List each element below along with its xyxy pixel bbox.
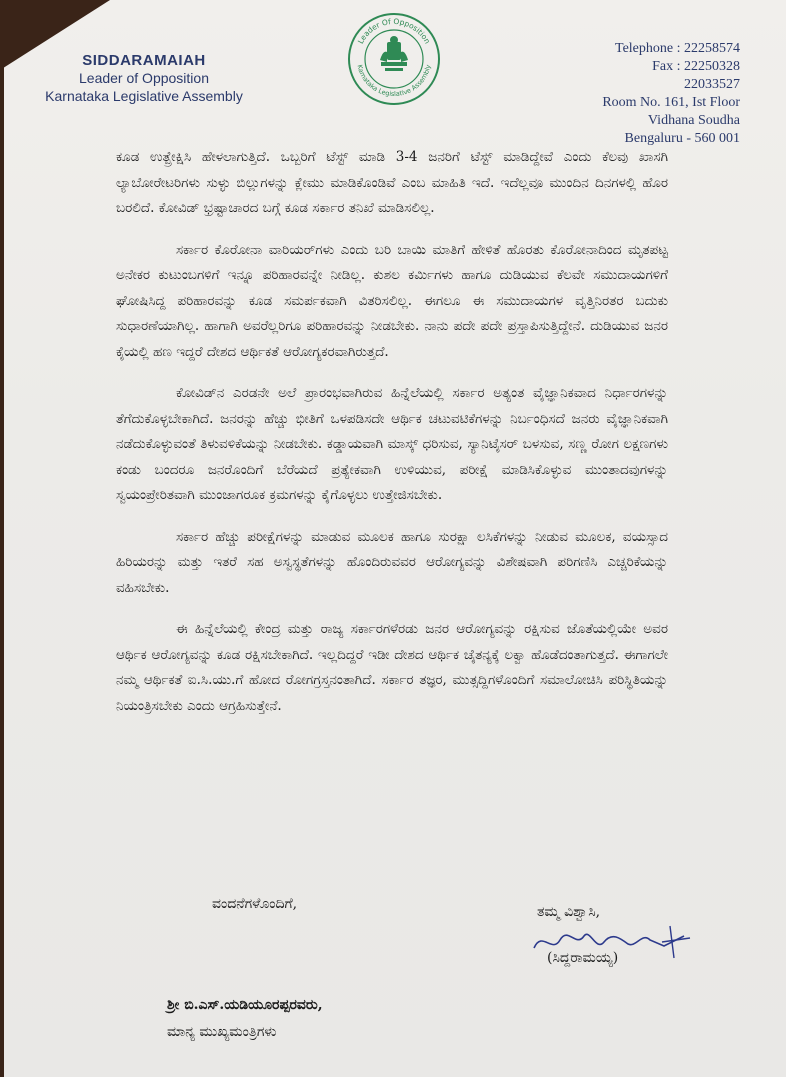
closing-regards: ವಂದನೆಗಳೊಂದಿಗೆ, (212, 896, 298, 912)
letterhead-sender (24, 52, 264, 105)
letterhead-contact (490, 40, 740, 148)
seal-text-bottom: Karnataka Legislative Assembly (355, 63, 433, 99)
seal-text-top: Leader Of Opposition (355, 16, 433, 46)
body-paragraph-1: ಕೂಡ ಉತ್ಪ್ರೇಕ್ಷಿಸಿ ಹೇಳಲಾಗುತ್ತಿದೆ. ಒಬ್ಬರಿಗೆ ಟೆಸ್ಟ್ ಮಾಡಿ 3-4 ಜನರಿಗೆ ಟೆಸ್ಟ್ ಮಾಡಿದ್ದೇವೆ ಎಂದು ಕೆಲವು ಖಾಸಗಿ ಲ್ಯಾಬೋರೇಟರಿಗಳು ಸುಳ್ಳು ಬಿಲ್ಲುಗಳನ್ನು ಕ್ಲೇಮು ಮಾಡಿಕೊಂಡಿವೆ ಎಂಬ ಮಾಹಿತಿ ಇದೆ. ಇದೆಲ್ಲವೂ ಮುಂದಿನ ದಿನಗಳಲ್ಲಿ ಹೊರ ಬರಲಿದೆ. ಕೋವಿಡ್ ಭ್ರಷ್ಟಾಚಾರದ ಬಗ್ಗೆ ಕೂಡ ಸರ್ಕಾರ ತನಿಖೆ ಮಾಡಿಸಲಿಲ್ಲ. (116, 149, 668, 216)
closing-yours: ತಮ್ಮ ವಿಶ್ವಾಸಿ, (537, 904, 601, 920)
addressee-block (167, 992, 323, 1046)
fax: Fax : 22250328 (652, 59, 740, 74)
building-address: Vidhana Soudha (647, 113, 740, 128)
telephone: Telephone : 22258574 (615, 41, 740, 56)
fax-secondary: 22033527 (684, 77, 740, 92)
letter-body (116, 145, 668, 735)
body-paragraph-2: ಸರ್ಕಾರ ಕೊರೋನಾ ವಾರಿಯರ್‌ಗಳು ಎಂದು ಬರಿ ಬಾಯಿ ಮಾತಿಗೆ ಹೇಳಿತೆ ಹೊರತು ಕೊರೋನಾದಿಂದ ಮೃತಪಟ್ಟ ಅನೇಕರ ಕುಟುಂಬಗಳಿಗೆ ಇನ್ನೂ ಪರಿಹಾರವನ್ನೇ ನೀಡಿಲ್ಲ. ಕುಶಲ ಕರ್ಮಿಗಳು ಹಾಗೂ ದುಡಿಯುವ ಕೆಲವೇ ಸಮುದಾಯಗಳಿಗೆ ಘೋಷಿಸಿದ್ದ ಪರಿಹಾರವನ್ನು ಕೂಡ ಸಮರ್ಪಕವಾಗಿ ವಿತರಿಸಲಿಲ್ಲ. ಈಗಲೂ ಈ ಸಮುದಾಯಗಳ ವೃತ್ತಿನಿರತರ ಬದುಕು ಸುಧಾರಣೆಯಾಗಿಲ್ಲ. ಹಾಗಾಗಿ ಅವರೆಲ್ಲರಿಗೂ ಪರಿಹಾರವನ್ನು ನೀಡಬೇಕು. ನಾನು ಪದೇ ಪದೇ ಪ್ರಸ್ತಾಪಿಸುತ್ತಿದ್ದೇನೆ. ದುಡಿಯುವ ಜನರ ಕೈಯಲ್ಲಿ ಹಣ ಇದ್ದರೆ ದೇಶದ ಆರ್ಥಿಕತೆ ಆರೋಗ್ಯಕರವಾಗಿರುತ್ತದೆ. (116, 241, 668, 360)
city-address: Bengaluru - 560 001 (624, 131, 740, 146)
body-paragraph-4: ಸರ್ಕಾರ ಹೆಚ್ಚು ಪರೀಕ್ಷೆಗಳನ್ನು ಮಾಡುವ ಮೂಲಕ ಹಾಗೂ ಸುರಕ್ಷಾ ಲಸಿಕೆಗಳನ್ನು ನೀಡುವ ಮೂಲಕ, ವಯಸ್ಸಾದ ಹಿರಿಯರನ್ನು ಮತ್ತು ಇತರೆ ಸಹ ಅಸ್ವಸ್ಥತೆಗಳನ್ನು ಹೊಂದಿರುವವರ ಆರೋಗ್ಯವನ್ನು ವಿಶೇಷವಾಗಿ ಪರಿಗಣಿಸಿ ಎಚ್ಚರಿಕೆಯನ್ನು ವಹಿಸಬೇಕು. (116, 528, 668, 596)
letter-page (4, 0, 786, 1077)
sender-assembly: Karnataka Legislative Assembly (45, 88, 243, 104)
sender-name: SIDDARAMAIAH (82, 52, 206, 69)
body-paragraph-5: ಈ ಹಿನ್ನೆಲೆಯಲ್ಲಿ ಕೇಂದ್ರ ಮತ್ತು ರಾಜ್ಯ ಸರ್ಕಾರಗಳೆರಡು ಜನರ ಆರೋಗ್ಯವನ್ನು ರಕ್ಷಿಸುವ ಜೊತೆಯಲ್ಲಿಯೇ ಅವರ ಆರ್ಥಿಕ ಆರೋಗ್ಯವನ್ನು ಕೂಡ ರಕ್ಷಿಸಬೇಕಾಗಿದೆ. ಇಲ್ಲದಿದ್ದರೆ ಇಡೀ ದೇಶದ ಆರ್ಥಿಕ ಚೈತನ್ಯಕ್ಕೆ ಲಕ್ವಾ ಹೊಡೆದಂತಾಗುತ್ತದೆ. ಈಗಾಗಲೇ ನಮ್ಮ ಆರ್ಥಿಕತೆ ಐ.ಸಿ.ಯು.ಗೆ ಹೋದ ರೋಗಗ್ರಸ್ತನಂತಾಗಿದೆ. ಸರ್ಕಾರ ತಜ್ಞರ, ಮುತ್ಸದ್ದಿಗಳೊಂದಿಗೆ ಸಮಾಲೋಚಿಸಿ ಪರಿಸ್ಥಿತಿಯನ್ನು ನಿಯಂತ್ರಿಸಬೇಕು ಎಂದು ಆಗ್ರಹಿಸುತ್ತೇನೆ. (116, 621, 668, 714)
room-address: Room No. 161, Ist Floor (602, 95, 740, 110)
sender-title: Leader of Opposition (79, 70, 209, 86)
addressee-designation: ಮಾನ್ಯ ಮುಖ್ಯಮಂತ್ರಿಗಳು (167, 1024, 277, 1040)
opposition-seal-logo (347, 12, 441, 106)
addressee-name: ಶ್ರೀ ಬಿ.ಎಸ್.ಯಡಿಯೂರಪ್ಪರವರು, (167, 997, 323, 1013)
body-paragraph-3: ಕೋವಿಡ್‌ನ ಎರಡನೇ ಅಲೆ ಪ್ರಾರಂಭವಾಗಿರುವ ಹಿನ್ನೆಲೆಯಲ್ಲಿ ಸರ್ಕಾರ ಅತ್ಯಂತ ವೈಜ್ಞಾನಿಕವಾದ ನಿರ್ಧಾರಗಳನ್ನು ತೆಗೆದುಕೊಳ್ಳಬೇಕಾಗಿದೆ. ಜನರನ್ನು ಹೆಚ್ಚು ಭೀತಿಗೆ ಒಳಪಡಿಸದೇ ಆರ್ಥಿಕ ಚಟುವಟಿಕೆಗಳನ್ನು ನಿರ್ಬಂಧಿಸದೆ ಜನರು ವೈಜ್ಞಾನಿಕವಾಗಿ ನಡೆದುಕೊಳ್ಳುವಂತೆ ತಿಳುವಳಿಕೆಯನ್ನು ನೀಡಬೇಕು. ಕಡ್ಡಾಯವಾಗಿ ಮಾಸ್ಕ್ ಧರಿಸುವ, ಸ್ಯಾನಿಟೈಸರ್ ಬಳಸುವ, ಸಣ್ಣ ರೋಗ ಲಕ್ಷಣಗಳು ಕಂಡು ಬಂದರೂ ಜನರೊಂದಿಗೆ ಬೆರೆಯದೆ ಪ್ರತ್ಯೇಕವಾಗಿ ಉಳಿಯುವ, ಪರೀಕ್ಷೆ ಮಾಡಿಸಿಕೊಳ್ಳುವ ಮುಂತಾದವುಗಳನ್ನು ಸ್ವಯಂಪ್ರೇರಿತವಾಗಿ ಮುಂಜಾಗರೂಕ ಕ್ರಮಗಳನ್ನು ಕೈಗೊಳ್ಳಲು ಉತ್ತೇಜಿಸಬೇಕು. (116, 385, 668, 503)
signer-name: (ಸಿದ್ದರಾಮಯ್ಯ) (547, 950, 619, 966)
